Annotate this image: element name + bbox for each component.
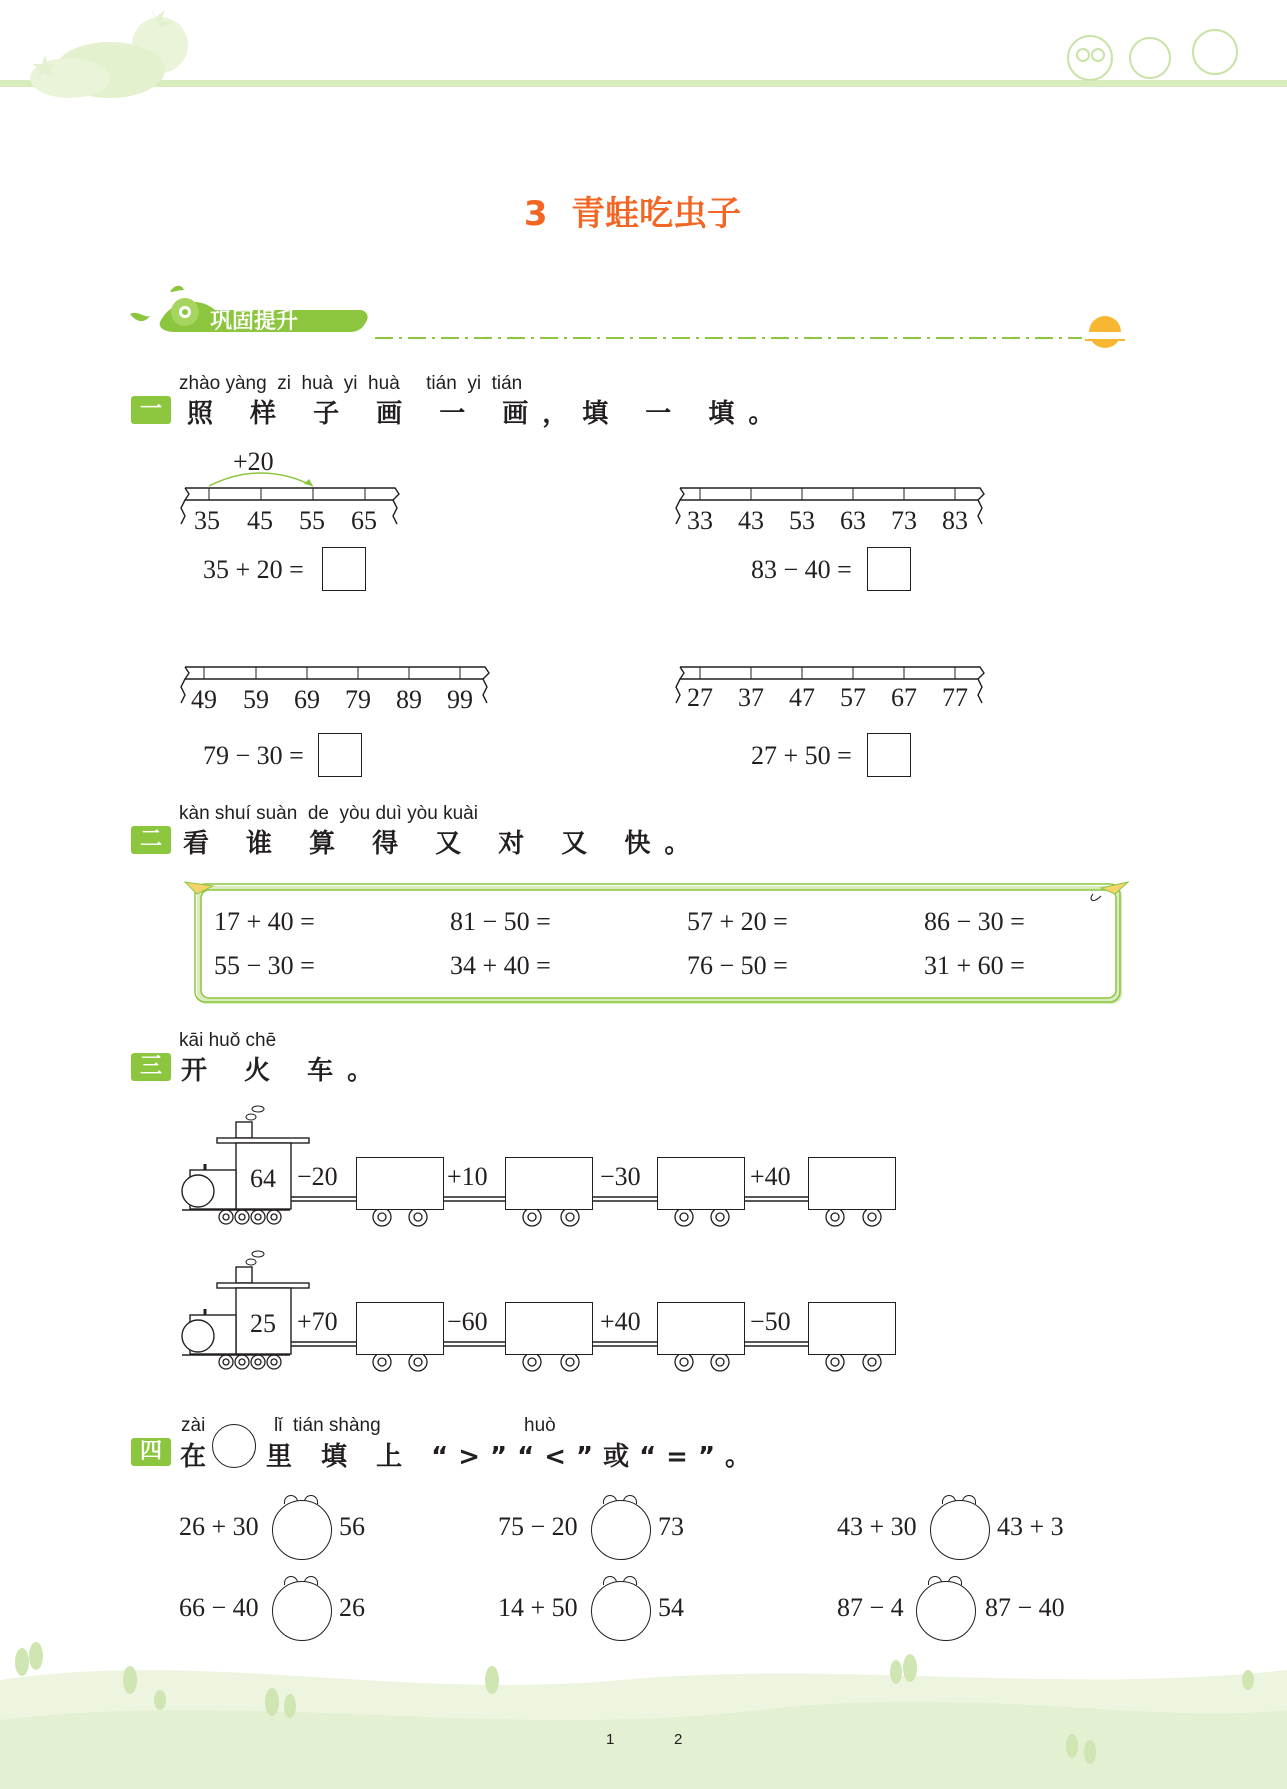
compare-answer-circle[interactable] xyxy=(930,1500,990,1560)
train-1 xyxy=(180,1100,900,1230)
calc-item: 76 − 50 = xyxy=(687,951,788,980)
tick-label: 57 xyxy=(840,683,866,712)
tick-label: 37 xyxy=(738,683,764,712)
calc-item: 55 − 30 = xyxy=(214,951,315,980)
number-line-4-graphic xyxy=(675,659,985,719)
compare-answer-circle[interactable] xyxy=(591,1500,651,1560)
tick-label: 65 xyxy=(351,506,377,535)
equation-3: 79 − 30 = xyxy=(203,741,304,770)
compare-left: 66 − 40 xyxy=(179,1593,259,1622)
q1-pinyin: zhào yàng zi huà yi huà tián yi tián xyxy=(179,373,523,394)
equation-4: 27 + 50 = xyxy=(751,741,852,770)
q4-badge: 四 xyxy=(131,1438,171,1466)
train-operation: +10 xyxy=(447,1162,488,1191)
train-operation: +70 xyxy=(297,1307,338,1336)
q4-pinyin-zai: zài xyxy=(181,1415,206,1436)
tick-label: 49 xyxy=(191,685,217,714)
train-car-answer[interactable] xyxy=(505,1302,593,1355)
tick-label: 77 xyxy=(942,683,968,712)
compare-answer-circle[interactable] xyxy=(916,1581,976,1641)
equation-1: 35 + 20 = xyxy=(203,555,304,584)
footer-landscape xyxy=(0,1640,1287,1789)
tick-label: 27 xyxy=(687,683,713,712)
calc-item: 57 + 20 = xyxy=(687,907,788,936)
train-start-number: 25 xyxy=(250,1309,276,1338)
answer-box-4[interactable] xyxy=(867,733,911,777)
q2-frame xyxy=(183,880,1128,1010)
compare-answer-circle[interactable] xyxy=(591,1581,651,1641)
tick-label: 59 xyxy=(243,685,269,714)
q2-badge: 二 xyxy=(131,826,171,854)
number-line-3-graphic xyxy=(180,659,490,719)
compare-right: 87 − 40 xyxy=(985,1593,1065,1622)
q2-pinyin: kàn shuí suàn de yòu duì yòu kuài xyxy=(179,803,478,824)
train-car-answer[interactable] xyxy=(657,1302,745,1355)
tick-label: 53 xyxy=(789,506,815,535)
blank-circle-symbol xyxy=(212,1424,256,1468)
number-line-4 xyxy=(675,659,985,719)
q2-instruction: 看 谁 算 得 又 对 又 快。 xyxy=(183,829,705,859)
train-car-answer[interactable] xyxy=(505,1157,593,1210)
page-title: 3 青蛙吃虫子 xyxy=(523,194,742,234)
q4-pinyin-huo: huò xyxy=(524,1415,556,1436)
train-operation: +40 xyxy=(600,1307,641,1336)
header-decoration xyxy=(0,0,1287,100)
tick-label: 73 xyxy=(891,506,917,535)
tick-label: 63 xyxy=(840,506,866,535)
tick-label: 89 xyxy=(396,685,422,714)
compare-right: 43 + 3 xyxy=(997,1512,1064,1541)
header-decoration-graphic xyxy=(0,0,1287,100)
train-car-answer[interactable] xyxy=(356,1157,444,1210)
tick-label: 33 xyxy=(687,506,713,535)
tick-label: 67 xyxy=(891,683,917,712)
number-line-2-graphic xyxy=(675,480,985,540)
number-line-3 xyxy=(180,659,490,719)
compare-right: 73 xyxy=(658,1512,684,1541)
calc-item: 86 − 30 = xyxy=(924,907,1025,936)
compare-right: 26 xyxy=(339,1593,365,1622)
compare-left: 26 + 30 xyxy=(179,1512,259,1541)
page-number: 2 xyxy=(674,1731,683,1748)
train-operation: +40 xyxy=(750,1162,791,1191)
train-2 xyxy=(180,1245,900,1375)
compare-left: 43 + 30 xyxy=(837,1512,917,1541)
section-header xyxy=(130,282,1140,342)
q1-instruction: 照 样 子 画 一 画，填 一 填。 xyxy=(187,399,789,429)
number-line-2 xyxy=(675,480,985,540)
compare-answer-circle[interactable] xyxy=(272,1581,332,1641)
jump-arrow xyxy=(180,464,400,494)
compare-right: 56 xyxy=(339,1512,365,1541)
q3-instruction: 开 火 车。 xyxy=(181,1056,388,1086)
equation-2: 83 − 40 = xyxy=(751,555,852,584)
answer-box-3[interactable] xyxy=(318,733,362,777)
jump-label: +20 xyxy=(233,447,274,476)
train-car-answer[interactable] xyxy=(808,1302,896,1355)
train-operation: −30 xyxy=(600,1162,641,1191)
section-label: 巩固提升 xyxy=(210,309,299,334)
compare-left: 75 − 20 xyxy=(498,1512,578,1541)
q3-badge: 三 xyxy=(131,1053,171,1081)
calc-item: 34 + 40 = xyxy=(450,951,551,980)
calc-item: 31 + 60 = xyxy=(924,951,1025,980)
compare-left: 14 + 50 xyxy=(498,1593,578,1622)
tick-label: 69 xyxy=(294,685,320,714)
answer-box-2[interactable] xyxy=(867,547,911,591)
compare-left: 87 − 4 xyxy=(837,1593,904,1622)
train-operation: −20 xyxy=(297,1162,338,1191)
answer-box-1[interactable] xyxy=(322,547,366,591)
train-start-number: 64 xyxy=(250,1164,276,1193)
tick-label: 35 xyxy=(194,506,220,535)
footer-landscape-graphic xyxy=(0,1640,1287,1789)
tick-label: 83 xyxy=(942,506,968,535)
q2-frame-graphic xyxy=(183,880,1128,1010)
calc-item: 81 − 50 = xyxy=(450,907,551,936)
q3-pinyin: kāi huǒ chē xyxy=(179,1030,277,1051)
q1-badge: 一 xyxy=(131,396,171,424)
number-line-1 xyxy=(180,480,400,540)
tick-label: 99 xyxy=(447,685,473,714)
train-car-answer[interactable] xyxy=(808,1157,896,1210)
compare-answer-circle[interactable] xyxy=(272,1500,332,1560)
q4-instruction-rest: 里 填 上 “>”“<”或“=”。 xyxy=(266,1442,762,1472)
tick-label: 47 xyxy=(789,683,815,712)
train-car-answer[interactable] xyxy=(657,1157,745,1210)
calc-item: 17 + 40 = xyxy=(214,907,315,936)
train-operation: −50 xyxy=(750,1307,791,1336)
tick-label: 45 xyxy=(247,506,273,535)
tick-label: 43 xyxy=(738,506,764,535)
q4-instruction-zai: 在 xyxy=(180,1442,207,1472)
page-number: 1 xyxy=(606,1731,615,1748)
q4-pinyin-rest: lǐ tián shàng xyxy=(274,1415,381,1436)
train-car-answer[interactable] xyxy=(356,1302,444,1355)
tick-label: 55 xyxy=(299,506,325,535)
tick-label: 79 xyxy=(345,685,371,714)
compare-right: 54 xyxy=(658,1593,684,1622)
train-operation: −60 xyxy=(447,1307,488,1336)
